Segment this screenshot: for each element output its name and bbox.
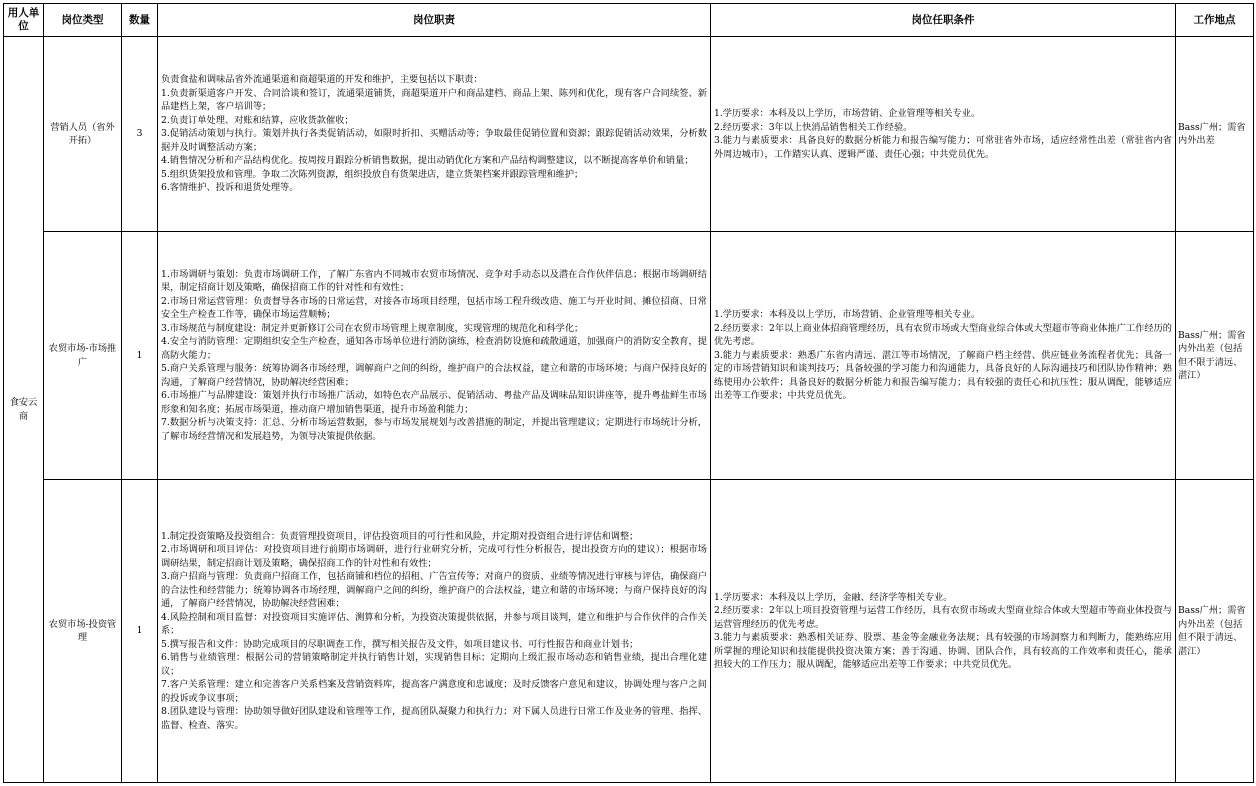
header-count: 数量: [122, 4, 158, 37]
header-duties: 岗位职责: [158, 4, 711, 37]
type-cell: 营销人员（省外开拓）: [44, 37, 122, 232]
duty-line: 4.风险控制和项目监督：对投资项目实施评估、测算和分析，为投资决策提供依据，并参与项目谈判，建立和维护与合作伙伴的合作关系；: [161, 611, 707, 637]
duty-line: 5.组织货架投放和管理。争取二次陈列资源，组织投放自有货架进店，建立货架档案并跟踪管理和维护；: [161, 168, 584, 180]
header-requirements: 岗位任职条件: [711, 4, 1176, 37]
duty-line: 3.市场规范与制度建设：制定并更新修订公司在农贸市场管理上规章制度，实现管理的规范化和科学化；: [161, 322, 584, 334]
requirement-line: 2.经历要求：2年以上商业体招商管理经历，具有农贸市场或大型商业综合体或大型超市等商业体推广工作经历的优先考虑。: [714, 322, 1172, 348]
count-cell: 1: [122, 232, 158, 480]
requirement-line: 3.能力与素质要求：具备良好的数据分析能力和报告编写能力；可常驻省外市场，适应经常性出差（常驻省内省外周边城市），工作踏实认真、逻辑严谨、责任心强；中共党员优先。: [714, 135, 1172, 160]
location-cell: Bass广州；需省内外出差（包括但不限于清远、湛江）: [1176, 480, 1254, 783]
duty-line: 2.负责订单处理、对账和结算，应收货款催收；: [161, 114, 354, 126]
count-cell: 1: [122, 480, 158, 783]
table-row: [4, 480, 1254, 783]
unit-cell: 食安云商: [4, 37, 44, 783]
duties-cell: [158, 232, 711, 480]
duties-cell: [158, 480, 711, 783]
duty-line: 2.市场日常运营管理：负责督导各市场的日常运营，对接各市场项目经理，包括市场工程升级改造、施工与开业时间、摊位招商、日常安全生产检查工作等，确保市场运营顺畅；: [161, 295, 707, 321]
requirement-line: 1.学历要求：本科及以上学历，金融、经济学等相关专业。: [714, 591, 953, 603]
location-cell: Bass广州；需省内外出差: [1176, 37, 1254, 232]
duty-line: 6.市场推广与品牌建设：策划并执行市场推广活动，如特色农产品展示、促销活动、粤盐产品及调味品知识讲座等，提升粤盐鲜生市场形象和知名度；拓展市场渠道，推动商户增加销售渠道，提升市场盈利能力；: [161, 390, 707, 415]
requirements-cell: [711, 232, 1176, 480]
duty-line: 3.商户招商与管理：负责商户招商工作，包括商铺和档位的招租、广告宣传等；对商户的资质、业绩等情况进行审核与评估，确保商户的合法性和经营能力；统筹协调各市场经理，调解商户之间的纠纷，维护商户的合法权益，建立和谐的市场环境；与商户保持良好的沟通，了解商户经营情况，协助解决经营困难；: [161, 571, 707, 610]
duty-line: 2.市场调研和项目评估：对投资项目进行前期市场调研，进行行业研究分析，完成可行性分析报告，提出投资方向的建议）；根据市场调研结果，制定招商计划及策略，确保招商工作的针对性和有效性；: [161, 544, 707, 569]
header-location: 工作地点: [1176, 4, 1254, 37]
duty-line: 5.撰写报告和文件：协助完成项目的尽职调查工作，撰写相关报告及文件，如项目建议书、可行性报告和商业计划书；: [161, 638, 639, 650]
table-header-row: [4, 4, 1254, 37]
duty-line: 6.客情维护、投诉和退货处理等。: [161, 182, 299, 194]
requirement-line: 1.学历要求：本科及以上学历，市场营销、企业管理等相关专业。: [714, 309, 981, 321]
duty-line: 7.客户关系管理：建立和完善客户关系档案及营销资料库，提高客户满意度和忠诚度；及时反馈客户意见和建议，协调处理与客户之间的投诉或争议事项；: [161, 679, 707, 704]
job-table: [3, 3, 1254, 783]
location-cell: Bass广州；需省内外出差（包括但不限于清远、湛江）: [1176, 232, 1254, 480]
header-type: 岗位类型: [44, 4, 122, 37]
duties-cell: [158, 37, 711, 232]
requirement-line: 1.学历要求：本科及以上学历，市场营销、企业管理等相关专业。: [714, 108, 981, 119]
duty-line: 6.销售与业绩管理：根据公司的营销策略制定并执行销售计划，实现销售目标；定期向上级汇报市场动态和销售业绩，提出合理化建议；: [161, 652, 707, 677]
duty-line: 1.市场调研与策划：负责市场调研工作，了解广东省内不同城市农贸市场情况、竞争对手动态以及潜在合作伙伴信息；根据市场调研结果，制定招商计划及策略，确保招商工作的针对性和有效性；: [161, 268, 707, 294]
header-unit: 用人单位: [4, 4, 44, 37]
table-row: [4, 37, 1254, 232]
duty-line: 1.负责新渠道客户开发、合同洽谈和签订，流通渠道铺货，商超渠道开户和商品建档、商品上架、陈列和优化，现有客户合同续签、新品建档上架，客户培训等；: [161, 87, 707, 113]
type-cell: 农贸市场-市场推广: [44, 232, 122, 480]
requirement-line: 2.经历要求：3年以上快消品销售相关工作经验。: [714, 121, 913, 133]
type-cell: 农贸市场-投资管理: [44, 480, 122, 783]
duty-line: 负责食盐和调味品省外流通渠道和商超渠道的开发和维护，主要包括以下职责：: [161, 74, 483, 86]
requirement-line: 2.经历要求：2年以上项目投资管理与运营工作经历，具有农贸市场或大型商业综合体或大型超市等商业体投资与运营管理经历的优先考虑。: [714, 605, 1172, 630]
duty-line: 7.数据分析与决策支持：汇总、分析市场运营数据，参与市场发展规划与改善措施的制定，并提出管理建议；定期进行市场统计分析，了解市场经营情况和发展趋势，为领导决策提供依据。: [161, 417, 707, 442]
count-cell: 3: [122, 37, 158, 232]
duty-line: 1.制定投资策略及投资组合：负责管理投资项目，评估投资项目的可行性和风险，并定期对投资组合进行评估和调整；: [161, 530, 639, 542]
duty-line: 8.团队建设与管理：协助领导做好团队建设和管理等工作，提高团队凝聚力和执行力；对下属人员进行日常工作及业务的管理、指挥、监督、检查、落实。: [161, 706, 707, 731]
duty-line: 5.商户关系管理与服务：统筹协调各市场经理，调解商户之间的纠纷，维护商户的合法权益，建立和谐的市场环境；与商户保持良好的沟通，了解商户经营情况，协助解决经营困难；: [161, 363, 707, 388]
duty-line: 4.安全与消防管理：定期组织安全生产检查，通知各市场单位进行消防演练，检查消防设施和疏散通道，加强商户的消防安全教育，提高防火能力；: [161, 336, 707, 361]
requirement-line: 3.能力与素质要求：熟悉相关证券、股票、基金等金融业务法规；具有较强的市场洞察力和判断力，能熟练应用所掌握的理论知识和技能提供投资决策方案；善于沟通、协调、团队合作，具有较高的工作效率和责任心，能承担较大的工作压力；服从调配，能够适应出差等工作要求；中共党员优先。: [714, 632, 1172, 670]
requirements-cell: [711, 37, 1176, 232]
duty-line: 4.销售情况分析和产品结构优化。按周按月跟踪分析销售数据，提出动销优化方案和产品结构调整建议，以不断提高客单价和销量；: [161, 155, 694, 167]
duty-line: 3.促销活动策划与执行。策划并执行各类促销活动，如限时折扣、买赠活动等；争取最佳促销位置和资源；跟踪促销活动效果，分析数据并及时调整活动方案；: [161, 128, 707, 153]
requirement-line: 3.能力与素质要求：熟悉广东省内清远、湛江等市场情况，了解商户档主经营、供应链业务流程者优先；具备一定的市场营销知识和谈判技巧；具备较强的学习能力和沟通能力，具备良好的人际沟通技巧和团队协作精神；熟练使用办公软件；具备良好的数据分析能力和报告编写能力；具有较强的责任心和抗压性；服从调配，能够适应出差等工作要求；中共党员优先。: [714, 349, 1172, 402]
requirements-cell: [711, 480, 1176, 783]
table-row: [4, 232, 1254, 480]
